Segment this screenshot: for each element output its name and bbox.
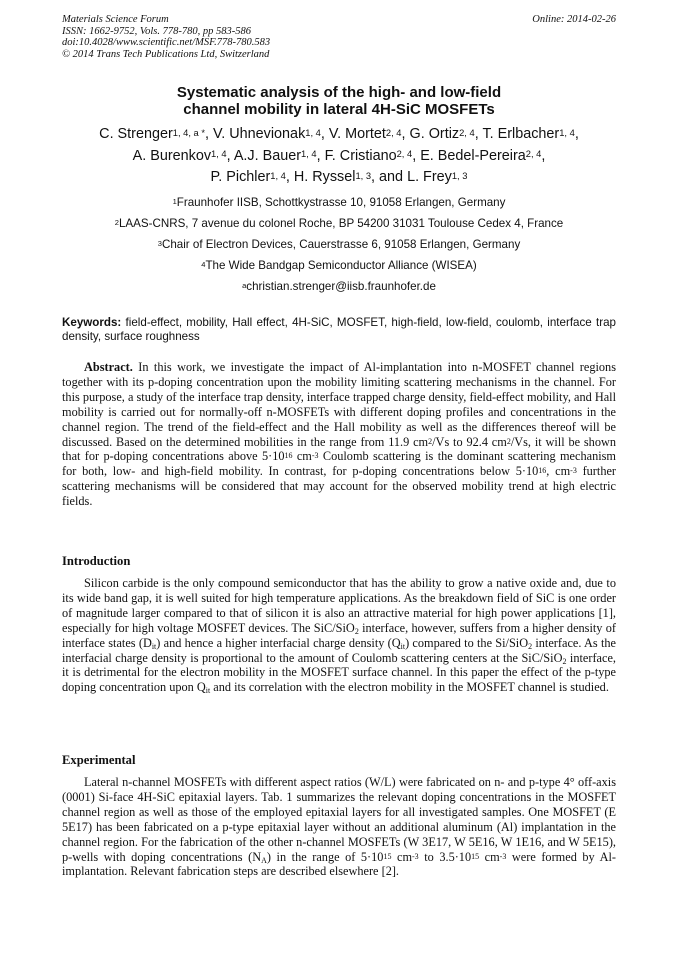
author-affiliation-marker: 2, 4 [396,149,413,160]
author-line [62,167,616,189]
author [133,148,227,164]
author-name: V. Mortet [328,126,386,142]
author [482,126,574,142]
author-separator: , [226,147,234,164]
superscript: 16 [538,466,547,476]
author [294,169,371,185]
body-text: interface. As the interfacial charge density is proportional to the amount of Coulomb scattering centers at the SiC/SiO [62,635,616,665]
doi-line: doi:10.4028/www.scientific.net/MSF.778-780.583 [62,37,271,49]
body-text: were formed by Al-implantation. Relevant fabrication steps are described elsewhere [2]. [62,849,616,879]
author-separator: , [285,169,294,185]
paper-title [62,84,616,118]
author-line [62,146,616,168]
affiliation-text: LAAS-CNRS, 7 avenue du colonel Roche, BP 54200 31031 Toulouse Cedex 4, France [118,217,564,230]
author-affiliation-marker: 1, 4 [301,149,317,160]
author-name: A.J. Bauer [233,147,302,164]
author-affiliation-marker: 1, 4, a * [172,127,205,138]
body-text: ) compared to the Si/SiO [405,635,529,650]
author-separator: , [412,147,421,164]
author [410,126,475,142]
abstract-text: , cm [546,464,571,479]
superscript: 15 [471,851,480,861]
author-separator: , [316,147,325,164]
author-affiliation-marker: 1, 4 [270,170,286,181]
affiliation-list [62,192,616,297]
author-separator: , [401,126,410,142]
author [213,126,321,142]
body-text: cm [479,849,500,864]
author-line [62,124,616,146]
experimental-body [62,775,616,879]
affiliation-text: Chair of Electron Devices, Cauerstrasse 6, 91058 Erlangen, Germany [161,238,521,251]
superscript: 2 [506,436,511,446]
body-text: Lateral n-channel MOSFETs with different aspect ratios (W/L) were fabricated on n- and p-type 4° off-axis (0001) Si-face 4H-SiC epitaxial layers. Tab. 1 summarizes the relevant doping concentrations in the MOSFET channel region as well as those of the employed epitaxial layers for all investigated samples. One MOSFET (E 5E17) has been fabricated on a p-type epitaxial layer without an additional aluminum (Al) implantation in the channel region. For the fabrication of the other n-channel MOSFETs (W 3E17, W 5E16, W 1E16, and W 5E15), p-wells with doping concentrations (N [62,775,616,864]
superscript: 16 [284,451,293,461]
author-name: E. Bedel-Pereira [420,147,526,164]
subscript: it [151,641,157,651]
subscript: 2 [562,656,567,666]
author [211,169,286,185]
abstract-text: /Vs, it will be shown that for p-doping concentrations above 5·10 [62,434,617,464]
author-affiliation-marker: 1, 4 [305,127,321,138]
subscript: it [205,686,211,696]
superscript: -3 [311,451,319,461]
affiliation-marker: a [242,281,247,291]
author [325,148,413,164]
author-final-join: , and [371,169,408,185]
author [407,169,467,185]
body-text: and its correlation with the electron mobility in the MOSFET channel is studied. [210,680,609,695]
author [99,126,205,142]
affiliation-text: The Wide Bandgap Semiconductor Alliance (WISEA) [205,259,477,272]
introduction-body [62,576,616,695]
abstract-text: In this work, we investigate the impact of Al-implantation into n-MOSFET channel regions together with its p-doping concentration upon the mobility limiting scattering mechanisms in the channel. For this purpose, a study of the interface trap density, interface trapped charge density, field-effect mobility, and Hall mobility is carried out for normally-off n-MOSFETs with different doping profiles and concentrations in the channel region. The trend of the field-effect and the Hall mobility as well as the differences thereof will be discussed. Based on the determined mobilities in the range from 11.9 cm [62,360,616,449]
superscript: -3 [412,851,419,861]
affiliation-text: christian.strenger@iisb.fraunhofer.de [246,280,436,293]
body-text: cm [391,849,413,864]
journal-name: Materials Science Forum [62,14,169,25]
affiliation [62,276,616,297]
body-text: interface, it is detrimental for the electron mobility in the MOSFET surface channel. In this paper the effect of the p-type doping concentration upon Q [62,650,616,695]
subscript: 2 [354,626,359,636]
journal-header [62,14,616,60]
body-text: ) in the range of 5·10 [266,849,384,864]
author-name: L. Frey [407,169,452,185]
author-affiliation-marker: 1, 3 [451,170,468,181]
author-name: A. Burenkov [132,147,212,164]
author-separator: , [474,126,483,142]
author-name: H. Ryssel [293,169,356,185]
author-name: V. Uhnevionak [212,126,306,142]
affiliation-text: Fraunhofer IISB, Schottkystrasse 10, 91058 Erlangen, Germany [176,196,506,209]
superscript: -3 [570,466,577,476]
author-list [62,124,616,189]
abstract-text: /Vs to 92.4 cm [432,434,507,449]
introduction-heading: Introduction [62,554,131,568]
keywords-label: Keywords: [62,316,122,329]
abstract [62,360,616,509]
author [420,148,541,164]
author [234,148,317,164]
experimental-heading: Experimental [62,753,136,767]
author-name: T. Erlbacher [482,126,560,142]
affiliation-marker: 2 [114,218,119,228]
online-date: Online: 2014-02-26 [532,14,616,25]
author-separator: , [541,147,546,164]
author-affiliation-marker: 1, 4 [211,149,227,160]
issn-line: ISSN: 1662-9752, Vols. 778-780, pp 583-586 [62,25,251,37]
superscript: 15 [383,851,392,861]
affiliation [62,192,616,213]
abstract-text: Coulomb scattering is the dominant scattering mechanism for both, low- and high-field mobility. In contrast, for p-doping concentrations below 5·10 [62,449,616,479]
body-text: to 3.5·10 [418,849,472,864]
author-name: P. Pichler [210,169,271,185]
author-affiliation-marker: 1, 4 [559,127,575,138]
author [329,126,402,142]
affiliation [62,255,616,276]
author-name: C. Strenger [99,126,173,142]
copyright-line: © 2014 Trans Tech Publications Ltd, Switzerland [62,48,270,60]
keywords [62,316,616,344]
author-separator: , [574,126,579,142]
title-line-2: channel mobility in lateral 4H-SiC MOSFETs [183,101,495,118]
superscript: -3 [499,851,507,861]
author-affiliation-marker: 2, 4 [385,127,402,138]
affiliation [62,234,616,255]
affiliation [62,213,616,234]
author-separator: , [320,126,329,142]
superscript: 2 [428,436,433,446]
body-text: ) and hence a higher interfacial charge density (Q [156,635,401,650]
abstract-label: Abstract. [84,360,133,374]
author-name: F. Cristiano [324,147,397,164]
body-text: interface, however, suffers from a higher density of interface states (D [62,620,616,650]
body-text: Silicon carbide is the only compound semiconductor that has the ability to grow a native oxide and, due to its wide band gap, it is well suited for high temperature applications. As the breakdown field of SiC is one order of magnitude larger compared to that of silicon it is also an attractive material for high power applications [1], especially for high voltage MOSFET devices. The SiC/SiO [62,576,616,635]
author-separator: , [204,126,213,142]
affiliation-marker: 1 [172,197,177,207]
abstract-text: further scattering mechanisms will be considered that may account for the observed mobility trend at high electric fields. [62,464,617,509]
subscript: 2 [528,641,533,651]
author-affiliation-marker: 2, 4 [459,127,475,138]
abstract-text: cm [292,449,312,464]
author-affiliation-marker: 1, 3 [355,170,372,181]
author-affiliation-marker: 2, 4 [525,149,542,160]
subscript: it [400,641,406,651]
title-line-1: Systematic analysis of the high- and low-field [176,84,502,101]
subscript: A [261,855,267,865]
author-name: G. Ortiz [409,126,460,142]
keywords-text: field-effect, mobility, Hall effect, 4H-SiC, MOSFET, high-field, low-field, coulomb, interface trap density, surface roughness [62,316,616,343]
affiliation-marker: 3 [157,239,162,249]
affiliation-marker: 4 [201,260,206,270]
